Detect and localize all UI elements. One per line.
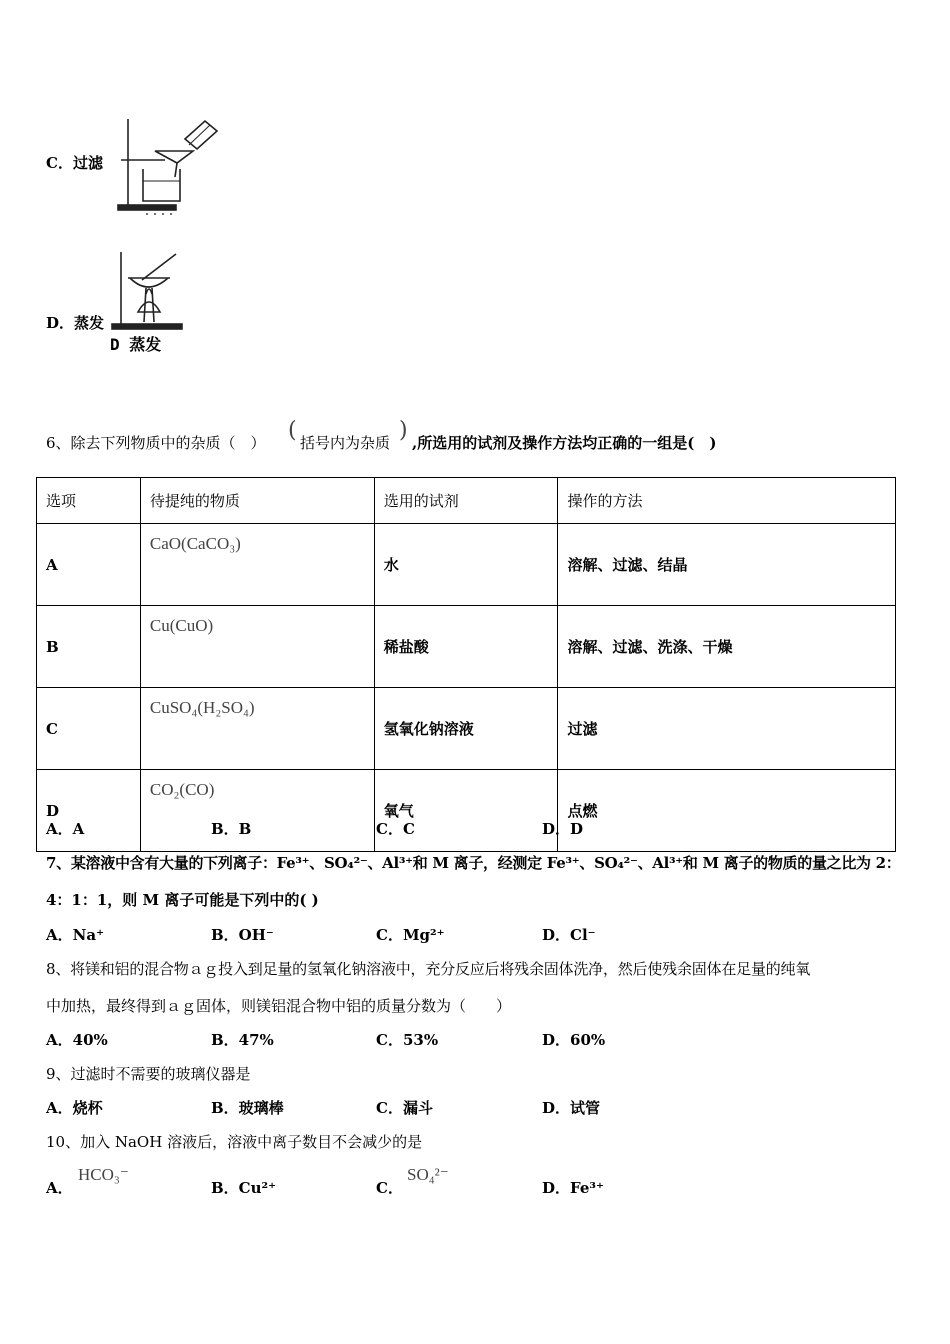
row-option: B — [37, 606, 141, 688]
row-substance: CO₂(CO) — [140, 770, 374, 852]
q8-option-c: C．53% — [376, 1031, 439, 1049]
q7-stem-line1: 7、某溶液中含有大量的下列离子：Fe³⁺、SO₄²⁻、Al³⁺和 M 离子，经测定 Fe³⁺、SO₄²⁻、Al³⁺和 M 离子的物质的量之比为 2： — [46, 854, 901, 872]
header-reagent: 选用的试剂 — [374, 478, 558, 524]
row-method: 溶解、过滤、洗涤、干燥 — [558, 606, 896, 688]
q9-option-a: A．烧杯 — [46, 1099, 103, 1117]
q9-option-c: C．漏斗 — [376, 1099, 433, 1117]
q8-stem-line1: 8、将镁和铝的混合物ａｇ投入到足量的氢氧化钠溶液中，充分反应后将残余固体洗净，然后使残余固体在足量的纯氧 — [46, 960, 811, 978]
q6-stem-paren: 括号内为杂质 — [300, 434, 391, 452]
close-paren-large: ) — [399, 418, 408, 443]
q9-option-d: D．试管 — [542, 1099, 601, 1117]
q6-answer-a: A．A — [46, 820, 85, 838]
row-method: 点燃 — [558, 770, 896, 852]
q10-option-b: B．Cu²⁺ — [211, 1179, 277, 1197]
q6-stem-after: ,所选用的试剂及操作方法均正确的一组是( ) — [412, 434, 717, 452]
table-row — [37, 606, 896, 688]
q10-option-c-label: C． — [376, 1179, 403, 1197]
figure-d-caption: D 蒸发 — [110, 335, 162, 354]
q7-stem-line2: 4：1：1，则 M 离子可能是下列中的( ) — [46, 891, 319, 909]
q7-option-a: A．Na⁺ — [46, 926, 104, 944]
row-option: D — [37, 770, 141, 852]
table-row — [37, 524, 896, 606]
header-method: 操作的方法 — [558, 478, 896, 524]
q6-answer-d: D．D — [542, 820, 584, 838]
q7-option-b: B．OH⁻ — [211, 926, 274, 944]
q8-stem-line2: 中加热，最终得到ａｇ固体，则镁铝混合物中铝的质量分数为（ ） — [46, 997, 512, 1015]
q7-option-d: D．Cl⁻ — [542, 926, 596, 944]
filtration-apparatus-figure — [115, 115, 225, 217]
header-substance: 待提纯的物质 — [140, 478, 374, 524]
q10-option-a-ion: HCO₃⁻ — [78, 1165, 129, 1184]
q6-answer-b: B．B — [211, 820, 252, 838]
q10-option-a-label: A． — [46, 1179, 73, 1197]
q9-stem: 9、过滤时不需要的玻璃仪器是 — [46, 1065, 251, 1083]
q8-option-a: A．40% — [46, 1031, 108, 1049]
row-reagent: 氢氧化钠溶液 — [374, 688, 558, 770]
q10-stem: 10、加入 NaOH 溶液后，溶液中离子数目不会减少的是 — [46, 1133, 423, 1151]
table-header-row — [37, 478, 896, 524]
row-option: A — [37, 524, 141, 606]
q9-option-b: B．玻璃棒 — [211, 1099, 284, 1117]
row-substance: CaO(CaCO₃) — [140, 524, 374, 606]
row-substance: CuSO₄(H₂SO₄) — [140, 688, 374, 770]
row-reagent: 稀盐酸 — [374, 606, 558, 688]
q6-answer-c: C．C — [376, 820, 415, 838]
header-option: 选项 — [37, 478, 141, 524]
table-row — [37, 770, 896, 852]
row-method: 过滤 — [558, 688, 896, 770]
q8-option-d: D．60% — [542, 1031, 606, 1049]
q7-option-c: C．Mg²⁺ — [376, 926, 445, 944]
open-paren-large: ( — [288, 418, 297, 443]
q6-table — [36, 477, 896, 852]
table-row — [37, 688, 896, 770]
row-substance: Cu(CuO) — [140, 606, 374, 688]
row-reagent: 氧气 — [374, 770, 558, 852]
q6-stem-before: 6、除去下列物质中的杂质（ ） — [46, 434, 266, 452]
option-d-label: D．蒸发 — [46, 314, 105, 332]
row-option: C — [37, 688, 141, 770]
q10-option-c-ion: SO₄²⁻ — [407, 1165, 449, 1184]
q10-option-d: D．Fe³⁺ — [542, 1179, 604, 1197]
evaporation-apparatus-figure — [110, 250, 188, 330]
q8-option-b: B．47% — [211, 1031, 274, 1049]
option-c-label: C．过滤 — [46, 154, 103, 172]
row-reagent: 水 — [374, 524, 558, 606]
row-method: 溶解、过滤、结晶 — [558, 524, 896, 606]
